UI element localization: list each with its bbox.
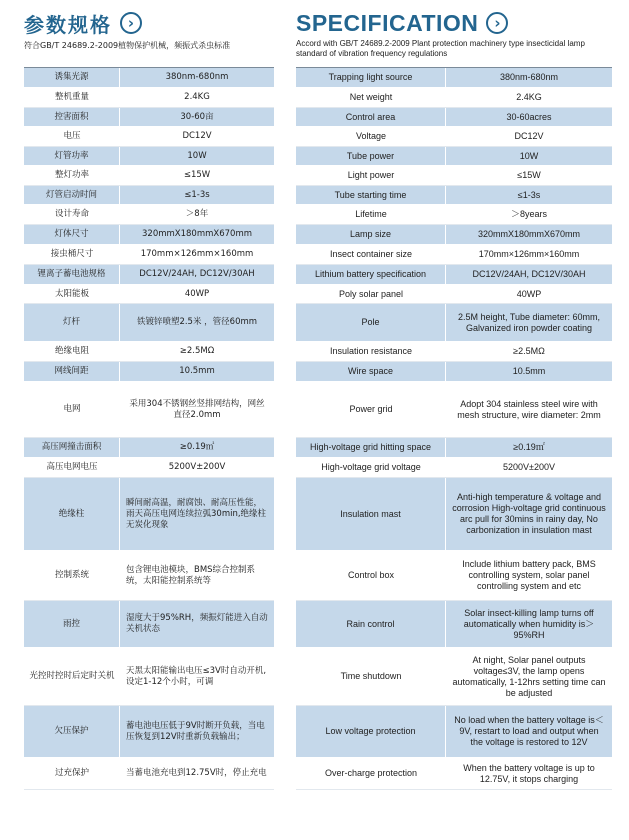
spec-label: 电网 — [24, 382, 120, 437]
spec-label: Voltage — [296, 127, 446, 146]
spec-value: 蓄电池电压低于9V时断开负载，当电压恢复到12V时重新负载输出； — [120, 706, 274, 757]
spec-label: Wire space — [296, 362, 446, 381]
spec-panel-chinese — [24, 0, 274, 778]
spec-value: ＞8years — [446, 205, 612, 224]
spec-value: 170mm×126mm×160mm — [120, 245, 274, 264]
spec-value: ≥2.5MΩ — [446, 342, 612, 361]
spec-value: 2.4KG — [446, 88, 612, 107]
spec-value: ＞8年 — [120, 205, 274, 224]
spec-label: Trapping light source — [296, 68, 446, 87]
spec-value: 采用304不锈钢丝竖排网结构，网丝直径2.0mm — [120, 382, 274, 437]
panel-heading — [24, 0, 274, 38]
spec-label: Light power — [296, 166, 446, 185]
table-row — [296, 648, 612, 706]
spec-value: 天黑太阳能输出电压≤3V时自动开机, 设定1-12个小时，可调 — [120, 648, 274, 705]
table-row — [296, 88, 612, 108]
spec-value: DC12V — [446, 127, 612, 146]
panel-subtitle: 符合GB/T 24689.2-2009植物保护机械，频振式杀虫标准 — [24, 41, 231, 50]
table-row — [24, 147, 274, 166]
spec-label: 整机重量 — [24, 88, 120, 107]
spec-label: High-voltage grid voltage — [296, 458, 446, 477]
spec-label: 太阳能板 — [24, 285, 120, 303]
panel-heading — [296, 0, 612, 38]
table-row — [24, 551, 274, 601]
spec-value: ≥2.5MΩ — [120, 342, 274, 361]
spec-value: DC12V — [120, 127, 274, 146]
spec-label: 雨控 — [24, 601, 120, 647]
table-row — [24, 88, 274, 108]
spec-label: Lithium battery specification — [296, 265, 446, 284]
spec-label: High-voltage grid hitting space — [296, 438, 446, 457]
table-row — [296, 68, 612, 88]
spec-value: ≤1-3s — [446, 186, 612, 204]
spec-label: 灯管功率 — [24, 147, 120, 165]
table-row — [24, 438, 274, 458]
spec-label: Lifetime — [296, 205, 446, 224]
table-row — [296, 205, 612, 225]
table-row — [24, 478, 274, 551]
table-row — [296, 458, 612, 478]
spec-value: 320mmX180mmX670mm — [446, 225, 612, 244]
table-row — [24, 758, 274, 790]
chevron-right-icon: › — [120, 12, 142, 34]
spec-label: 整灯功率 — [24, 166, 120, 185]
spec-label: Poly solar panel — [296, 285, 446, 303]
spec-label: Control area — [296, 108, 446, 126]
spec-label: 光控时控时后定时关机 — [24, 648, 120, 705]
spec-value: DC12V/24AH, DC12V/30AH — [446, 265, 612, 284]
table-row — [296, 285, 612, 304]
spec-value: 380nm-680nm — [446, 68, 612, 87]
table-row — [296, 245, 612, 265]
spec-value: Anti-high temperature & voltage and corrosion High-voltage grid continuous arc pull for 30mins in rainy day, No carbonization in insulation mast — [446, 478, 612, 550]
panel-subtitle: Accord with GB/T 24689.2-2009 Plant protection machinery type insecticidal lamp standard of vibration frequency regulations — [296, 39, 585, 58]
spec-label: 控制系统 — [24, 551, 120, 600]
spec-label: Power grid — [296, 382, 446, 437]
spec-value: 瞬间耐高温，耐腐蚀、耐高压性能，雨天高压电网连续拉弧30min,绝缘柱无炭化现象 — [120, 478, 274, 550]
spec-label: 欠压保护 — [24, 706, 120, 757]
table-row — [24, 304, 274, 342]
spec-value: 铁镀锌喷塑2.5米 ，管径60mm — [120, 304, 274, 341]
spec-value: 320mmX180mmX670mm — [120, 225, 274, 244]
spec-value: ≤15W — [446, 166, 612, 185]
spec-label: Pole — [296, 304, 446, 341]
table-row — [24, 127, 274, 147]
table-row — [296, 186, 612, 205]
chevron-right-icon: › — [486, 12, 508, 34]
table-row — [296, 478, 612, 551]
spec-label: 高压电网电压 — [24, 458, 120, 477]
spec-label: 网线间距 — [24, 362, 120, 381]
table-row — [296, 225, 612, 245]
spec-label: Insulation resistance — [296, 342, 446, 361]
spec-label: Insulation mast — [296, 478, 446, 550]
spec-value: 2.4KG — [120, 88, 274, 107]
spec-value: When the battery voltage is up to 12.75V, it stops charging — [446, 758, 612, 789]
spec-value: 30-60亩 — [120, 108, 274, 126]
spec-value: DC12V/24AH, DC12V/30AH — [120, 265, 274, 284]
spec-label: Over-charge protection — [296, 758, 446, 789]
table-row — [24, 342, 274, 362]
table-row — [296, 147, 612, 166]
table-row — [24, 166, 274, 186]
spec-panel-english — [296, 0, 612, 784]
spec-value: 30-60acres — [446, 108, 612, 126]
spec-label: 绝缘柱 — [24, 478, 120, 550]
spec-value: 湿度大于95%RH，频振灯能进入自动关机状态 — [120, 601, 274, 647]
table-row — [296, 265, 612, 285]
table-row — [24, 68, 274, 88]
table-row — [24, 285, 274, 304]
table-row — [296, 342, 612, 362]
spec-label: Tube power — [296, 147, 446, 165]
table-row — [296, 438, 612, 458]
spec-value: 10W — [120, 147, 274, 165]
table-row — [296, 108, 612, 127]
spec-value: ≥0.19㎡ — [446, 438, 612, 457]
spec-label: Lamp size — [296, 225, 446, 244]
spec-value: ≤15W — [120, 166, 274, 185]
table-row — [296, 304, 612, 342]
table-row — [296, 127, 612, 147]
spec-value: 包含锂电池模块，BMS综合控制系统，太阳能控制系统等 — [120, 551, 274, 600]
spec-value: 10.5mm — [120, 362, 274, 381]
spec-label: Tube starting time — [296, 186, 446, 204]
spec-value: 2.5M height, Tube diameter: 60mm, Galvanized iron powder coating — [446, 304, 612, 341]
table-row — [296, 758, 612, 790]
spec-value: Adopt 304 stainless steel wire with mesh structure, wire diameter: 2mm — [446, 382, 612, 437]
table-row — [24, 108, 274, 127]
spec-table — [296, 67, 612, 790]
table-row — [24, 186, 274, 205]
spec-value: 170mm×126mm×160mm — [446, 245, 612, 264]
table-row — [296, 166, 612, 186]
table-row — [296, 362, 612, 382]
spec-label: 灯体尺寸 — [24, 225, 120, 244]
table-row — [24, 458, 274, 478]
spec-label: Time shutdown — [296, 648, 446, 705]
spec-label: 绝缘电阻 — [24, 342, 120, 361]
spec-label: 灯管启动时间 — [24, 186, 120, 204]
table-row — [296, 382, 612, 438]
spec-value: ≥0.19㎡ — [120, 438, 274, 457]
spec-label: 控害面积 — [24, 108, 120, 126]
table-row — [296, 551, 612, 601]
spec-value: Include lithium battery pack, BMS controlling system, solar panel controlling system and etc — [446, 551, 612, 600]
spec-label: Low voltage protection — [296, 706, 446, 757]
spec-value: ≤1-3s — [120, 186, 274, 204]
table-row — [296, 706, 612, 758]
spec-label: 接虫桶尺寸 — [24, 245, 120, 264]
spec-label: Insect container size — [296, 245, 446, 264]
spec-value: 10W — [446, 147, 612, 165]
panel-title: 参数规格 — [24, 12, 112, 37]
spec-value: 5200V±200V — [120, 458, 274, 477]
table-row — [24, 706, 274, 758]
table-row — [24, 362, 274, 382]
spec-label: Rain control — [296, 601, 446, 647]
table-row — [24, 225, 274, 245]
spec-value: 380nm-680nm — [120, 68, 274, 87]
table-row — [24, 205, 274, 225]
spec-label: Control box — [296, 551, 446, 600]
table-row — [296, 601, 612, 648]
spec-value: 5200V±200V — [446, 458, 612, 477]
spec-label: Net weight — [296, 88, 446, 107]
spec-label: 设计寿命 — [24, 205, 120, 224]
spec-value: 10.5mm — [446, 362, 612, 381]
spec-value: 当蓄电池充电到12.75V时，停止充电 — [120, 758, 274, 789]
panel-title: SPECIFICATION — [296, 9, 479, 36]
spec-table — [24, 67, 274, 790]
spec-label: 灯杆 — [24, 304, 120, 341]
spec-value: 40WP — [446, 285, 612, 303]
spec-label: 高压网撞击面积 — [24, 438, 120, 457]
spec-value: No load when the battery voltage is＜9V, restart to load and output when the voltage is restored to 12V — [446, 706, 612, 757]
table-row — [24, 601, 274, 648]
table-row — [24, 265, 274, 285]
table-row — [24, 382, 274, 438]
spec-label: 诱集光源 — [24, 68, 120, 87]
spec-value: 40WP — [120, 285, 274, 303]
spec-value: At night, Solar panel outputs voltage≤3V, the lamp opens automatically, 1-12hrs setting time can be adjusted — [446, 648, 612, 705]
spec-label: 锂离子蓄电池规格 — [24, 265, 120, 284]
spec-label: 电压 — [24, 127, 120, 146]
spec-value: Solar insect-killing lamp turns off automatically when humidity is＞95%RH — [446, 601, 612, 647]
table-row — [24, 245, 274, 265]
table-row — [24, 648, 274, 706]
spec-label: 过充保护 — [24, 758, 120, 789]
